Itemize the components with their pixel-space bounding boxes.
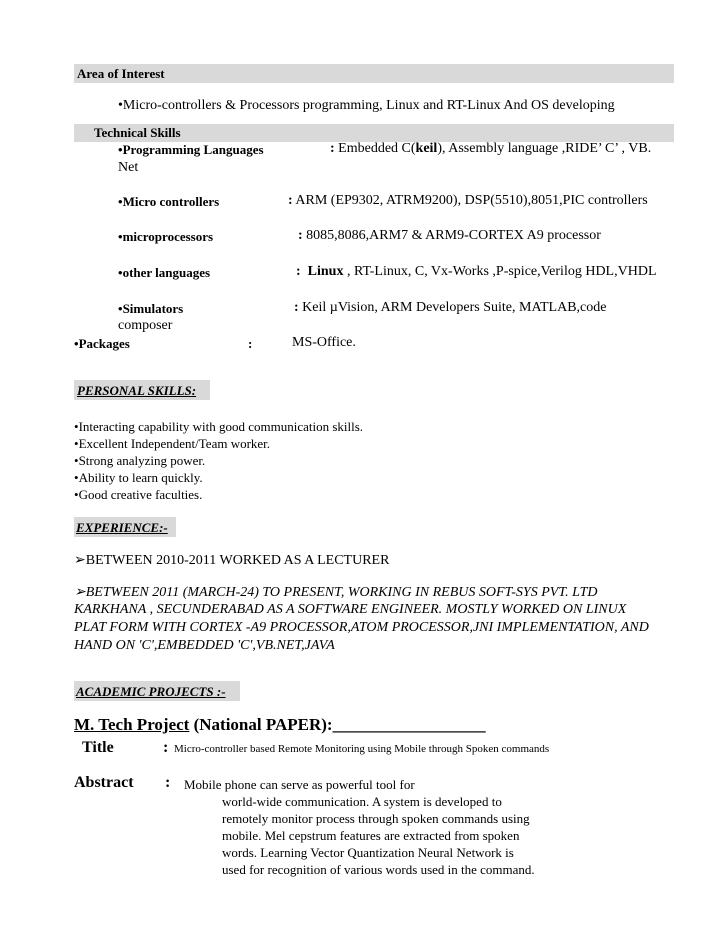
skill-packages-colon: : xyxy=(248,336,253,351)
arrow-bullet-icon: ➢ xyxy=(74,585,86,600)
skill-value-packages: MS-Office. xyxy=(292,335,356,350)
academic-projects-heading: ACADEMIC PROJECTS :- xyxy=(76,684,226,699)
experience-item: ➢BETWEEN 2011 (MARCH-24) TO PRESENT, WORKING IN REBUS SOFT-SYS PVT. LTD xyxy=(74,585,598,600)
personal-skill-item: •Interacting capability with good communication skills. xyxy=(74,419,364,434)
personal-skill-item: •Ability to learn quickly. xyxy=(74,470,203,485)
title-value: Micro-controller based Remote Monitoring using Mobile through Spoken commands xyxy=(174,743,550,755)
area-of-interest-heading: Area of Interest xyxy=(77,66,165,81)
experience-item: ➢BETWEEN 2010-2011 WORKED AS A LECTURER xyxy=(74,553,390,568)
skill-value-programming-languages: : Embedded C(keil), Assembly language ,RIDE’ C’ , VB. xyxy=(330,141,652,156)
skill-value-simulators-cont: composer xyxy=(118,318,173,333)
skill-value-micro-controllers: : ARM (EP9302, ATRM9200), DSP(5510),8051,PIC controllers xyxy=(288,193,648,208)
skill-label-packages: •Packages xyxy=(74,336,130,351)
arrow-bullet-icon: ➢ xyxy=(74,553,86,568)
abstract-text: mobile. Mel cepstrum features are extracted from spoken xyxy=(222,828,520,843)
abstract-text: used for recognition of various words used in the command. xyxy=(222,862,535,877)
bullet-icon: • xyxy=(118,229,123,244)
personal-skill-item: •Strong analyzing power. xyxy=(74,453,206,468)
title-label: Title xyxy=(82,739,114,756)
skill-label-other-languages: •other languages xyxy=(118,265,211,280)
title-colon: : xyxy=(163,739,169,756)
skill-label-microprocessors: •microprocessors xyxy=(118,229,214,244)
bullet-icon: • xyxy=(74,487,79,502)
personal-skills-heading: PERSONAL SKILLS: xyxy=(77,383,197,398)
skill-value-microprocessors: : 8085,8086,ARM7 & ARM9-CORTEX A9 processor xyxy=(298,228,601,243)
bullet-icon: • xyxy=(74,336,79,351)
personal-skill-item: •Good creative faculties. xyxy=(74,487,203,502)
skill-value-simulators: : Keil µVision, ARM Developers Suite, MATLAB,code xyxy=(294,300,607,315)
technical-skills-heading: Technical Skills xyxy=(94,125,181,140)
abstract-text: remotely monitor process through spoken commands using xyxy=(222,811,530,826)
personal-skill-item: •Excellent Independent/Team worker. xyxy=(74,436,271,451)
abstract-text: Mobile phone can serve as powerful tool for xyxy=(184,777,415,792)
skill-value-other-languages: : Linux , RT-Linux, C, Vx-Works ,P-spice,Verilog HDL,VHDL xyxy=(296,264,657,279)
experience-item-line: PLAT FORM WITH CORTEX -A9 PROCESSOR,ATOM PROCESSOR,JNI IMPLEMENTATION, AND xyxy=(74,620,649,635)
bullet-icon: • xyxy=(118,142,123,157)
experience-item-line: HAND ON 'C',EMBEDDED 'C',VB.NET,JAVA xyxy=(74,638,335,653)
skill-label-micro-controllers: •Micro controllers xyxy=(118,194,220,209)
bullet-icon: • xyxy=(74,436,79,451)
bullet-icon: • xyxy=(74,470,79,485)
abstract-colon: : xyxy=(165,774,171,791)
abstract-label: Abstract xyxy=(74,774,134,791)
experience-heading: EXPERIENCE:- xyxy=(76,520,168,535)
bullet-icon: • xyxy=(118,194,123,209)
abstract-text: world-wide communication. A system is developed to xyxy=(222,794,502,809)
abstract-text: words. Learning Vector Quantization Neural Network is xyxy=(222,845,514,860)
experience-item-line: KARKHANA , SECUNDERABAD AS A SOFTWARE ENGINEER. MOSTLY WORKED ON LINUX xyxy=(74,602,627,617)
skill-label-programming-languages: •Programming Languages xyxy=(118,142,264,157)
skill-value-programming-languages-cont: Net xyxy=(118,160,139,175)
bullet-icon: • xyxy=(74,453,79,468)
bullet-icon: • xyxy=(118,265,123,280)
skill-label-simulators: •Simulators xyxy=(118,301,184,316)
bullet-icon: • xyxy=(118,98,123,113)
mtech-project-heading: M. Tech Project (National PAPER):__________________ xyxy=(74,715,486,734)
bullet-icon: • xyxy=(74,419,79,434)
area-of-interest-item: •Micro-controllers & Processors programming, Linux and RT-Linux And OS developing xyxy=(118,98,615,113)
bullet-icon: • xyxy=(118,301,123,316)
